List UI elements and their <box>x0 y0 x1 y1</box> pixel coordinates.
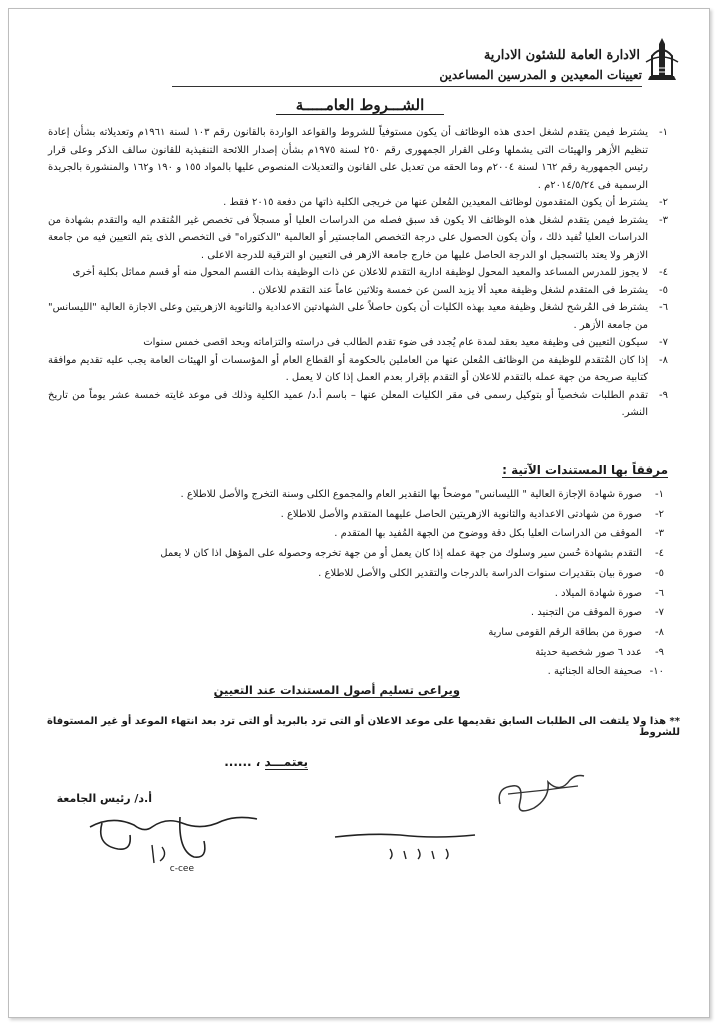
condition-number: ٦- <box>659 302 668 313</box>
originals-note: ويراعى تسليم أصول المستندات عند التعيين <box>213 683 460 697</box>
condition-item <box>48 334 668 352</box>
final-note: ** هذا ولا يلتفت الى الطلبات السابق تقديمها على موعد الاعلان أو التى ترد بالبريد أو التى ترد بعد انتهاء الموعد أو غير المستوفاة للشروط <box>46 716 680 738</box>
attachment-text: صورة من شهادتى الاعدادية والثانوية الازهريتين الحاصل عليهما المتقدم والأصل للاطلاع . <box>280 508 642 520</box>
condition-text: إذا كان المُتقدم للوظيفة من الوظائف المُعلن عنها من العاملين بالحكومة أو القطاع العام أو المؤسسات أو الهيئات العامة يجب عليه تقديم موافقة كتابية صريحة من جهة عمله بالتقدم للاعلان أو التقدم بإقرار بعدم العمل إذا كان لا يعمل . <box>48 354 648 383</box>
second-signature-icon <box>330 815 480 865</box>
attachment-number: ١٠- <box>649 666 664 678</box>
condition-text: يشترط أن يكون المتقدمون لوظائف المعيدين المُعلن عنها من خريجى الكلية ذاتها من دفعة ٢٠١٥ فقط . <box>223 197 648 208</box>
attachment-number: ٨- <box>655 626 664 638</box>
attachment-item <box>48 544 668 564</box>
attachment-text: عدد ٦ صور شخصية حديثة <box>535 646 642 658</box>
attachment-number: ٩- <box>655 646 664 658</box>
condition-number: ٢- <box>659 197 668 208</box>
condition-item <box>48 264 668 282</box>
condition-item <box>48 212 668 265</box>
attachment-text: صورة شهادة الميلاد . <box>554 587 642 599</box>
attachment-number: ٢- <box>655 508 664 520</box>
condition-item <box>48 194 668 212</box>
attachment-text: صورة من بطاقة الرقم القومى سارية <box>488 626 642 638</box>
attachment-item <box>48 584 668 604</box>
al-azhar-logo-icon <box>644 36 680 84</box>
attachment-text: صورة شهادة الإجازة العالية " الليسانس" موضحاً بها التقدير العام والمجموع الكلى وسنة التخرج والأصل للاطلاع . <box>180 489 642 500</box>
attachment-number: ٤- <box>655 548 664 560</box>
president-signature-icon <box>82 805 267 875</box>
condition-number: ٧- <box>659 337 668 348</box>
condition-text: تقدم الطلبات شخصياً أو بتوكيل رسمى فى مقر الكليات المعلن عنها – باسم أ.د/ عميد الكلية وذلك فى موعد غايته خمسة عشر يوماً من تاريخ النشر. <box>48 389 648 418</box>
attachment-text: صحيفة الحالة الجنائية . <box>547 666 642 678</box>
page-title: الشـــروط العامـــــة <box>0 96 720 115</box>
condition-number: ٤- <box>659 267 668 278</box>
attachment-item <box>48 485 668 505</box>
condition-text: يشترط فيمن يتقدم لشغل احدى هذه الوظائف أن يكون مستوفياً للشروط والقواعد الواردة بالقانون رقم ١٠٣ لسنة ١٩٦١م وتعديلاته بشأن إعادة تنظيم الأزهر والهيئات التى يشملها وعلى القرار الجمهورى رقم ٢٥٠ لسنة ١٩٧٥م بشأن إصدار اللائحة التنفيذية للقانون سالف الذكر وعلى قرار رئيس الجمهورية رقم ١٦٢ لسنة ٢٠٠٤م وما الحقه من تعديل على القانون والتعديلات المنصوص عليها بالمواد ١٥٥ و ١٩٠ و١٦٢ والمنشورة بالجريدة الرسمية فى ٢٠١٤/٥/٢٤م . <box>48 127 648 191</box>
attachment-number: ٦- <box>655 587 664 599</box>
attachment-text: صورة بيان بتقديرات سنوات الدراسة بالدرجات والتقدير الكلى والأصل للاطلاع . <box>318 567 642 579</box>
condition-number: ٩- <box>659 389 668 401</box>
attachment-number: ٥- <box>655 567 664 579</box>
condition-item <box>48 352 668 387</box>
third-signature-icon <box>490 768 590 820</box>
condition-number: ٨- <box>659 354 668 366</box>
attachment-item <box>48 564 668 584</box>
attachment-text: الموقف من الدراسات العليا بكل دقة ووضوح من الجهة المُفيد بها المتقدم . <box>334 528 642 540</box>
letterhead <box>122 40 642 90</box>
attachment-item <box>48 623 668 643</box>
approval-label: يعتمـــد <box>264 755 308 769</box>
condition-number: ١- <box>659 127 668 138</box>
attachment-number: ١- <box>655 489 664 500</box>
approval-line <box>224 755 308 769</box>
attachment-item <box>48 662 668 682</box>
attachments-heading: مرفقاً بها المستندات الآتية : <box>502 463 668 477</box>
condition-text: يشترط فيمن يتقدم لشغل هذه الوظائف الا يكون قد سبق فصله من الدراسات العليا أو مسجلاً فى تخصص غير المُتقدم اليه والتقدم بشهادة من الدراسات العليا تُفيد ذلك ، وأن يكون الحصول على درجة التخصص الماجستير أو العالمية "الدكتوراه" فى التخصص الذى يتم التعيين فيه من جامعة الازهر ولا يعتد بالتسجيل او الدرجة الحاصل عليها من خارج جامعة الازهر فى التعيين او الترقية للدرجة الاعلى . <box>48 214 648 261</box>
condition-item <box>48 387 668 422</box>
attachment-text: التقدم بشهادة حُسن سير وسلوك من جهة عمله إذا كان يعمل أو من جهة تخرجه وحصوله على المؤهل اذا كان لا يعمل <box>160 548 642 560</box>
condition-number: ٥- <box>659 284 668 296</box>
section-name: تعيينات المعيدين و المدرسين المساعدين <box>439 68 642 82</box>
department-name: الادارة العامة للشئون الادارية <box>483 48 640 63</box>
condition-item <box>48 124 668 194</box>
attachment-item <box>48 524 668 544</box>
condition-text: لا يجوز للمدرس المساعد والمعيد المحول لوظيفة ادارية التقدم للاعلان عن ذات الوظيفة بذات القسم المحول منه أو قسم مماثل بكلية أخرى <box>72 267 648 278</box>
header-divider <box>172 86 642 87</box>
attachment-item <box>48 505 668 525</box>
svg-text:c-cee: c-cee <box>169 864 194 874</box>
condition-item <box>48 282 668 300</box>
condition-text: يشترط فى المتقدم لشغل وظيفة معيد ألا يزيد السن عن خمسة وثلاثين عاماً عند التقدم للاعلان . <box>251 284 648 296</box>
condition-text: يشترط فى المُرشح لشغل وظيفة معيد بهذه الكليات أن يكون حاصلاً على الشهادتين الاعدادية والثانوية الازهريتين وعلى الاجازة العالية "الليسانس" من جامعة الأزهر . <box>48 302 648 331</box>
attachment-number: ٣- <box>655 528 664 540</box>
approval-dots: ، ...... <box>224 755 261 769</box>
general-conditions <box>48 124 668 422</box>
attachment-item <box>48 643 668 663</box>
condition-number: ٣- <box>659 214 668 226</box>
attachment-item <box>48 603 668 623</box>
condition-item <box>48 299 668 334</box>
attachments-list <box>48 485 668 682</box>
attachment-number: ٧- <box>655 607 664 619</box>
attachment-text: صورة الموقف من التجنيد . <box>530 607 642 619</box>
president-title: أ.د/ رئيس الجامعة <box>56 792 152 805</box>
condition-text: سيكون التعيين فى وظيفة معيد بعقد لمدة عام يُجدد فى ضوء تقدم الطالب فى دراسته والتزاماته وبحد اقصى خمس سنوات <box>143 337 648 348</box>
